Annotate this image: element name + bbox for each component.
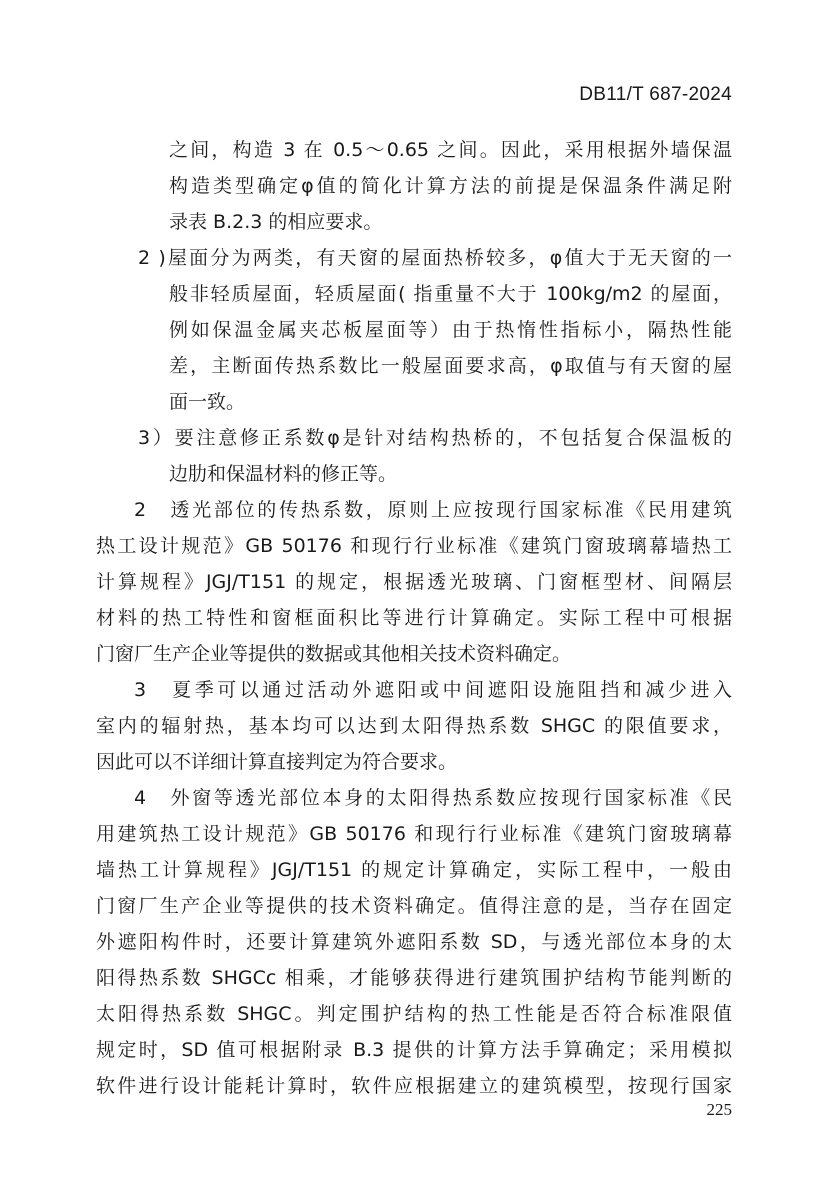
text-line: 室内的辐射热，基本均可以达到太阳得热系数 SHGC 的限值要求， [96, 715, 732, 737]
text-line: 热工设计规范》GB 50176 和现行行业标准《建筑门窗玻璃幕墙热工 [96, 535, 732, 557]
text-line: 之间，构造 3 在 0.5～0.65 之间。因此，采用根据外墙保温 [169, 139, 732, 161]
text-line: 因此可以不详细计算直接判定为符合要求。 [96, 751, 458, 773]
text-line: 阳得热系数 SHGCc 相乘，才能够获得进行建筑围护结构节能判断的 [96, 967, 732, 989]
text-line: 用建筑热工设计规范》GB 50176 和现行行业标准《建筑门窗玻璃幕 [96, 823, 732, 845]
text-line: 边肋和保温材料的修正等。 [169, 463, 398, 485]
text-line: 软件进行设计能耗计算时，软件应根据建立的建筑模型，按现行国家 [96, 1075, 732, 1097]
text-line: 2 透光部位的传热系数，原则上应按现行国家标准《民用建筑 [134, 499, 732, 521]
text-line: 规定时，SD 值可根据附录 B.3 提供的计算方法手算确定；采用模拟 [96, 1039, 732, 1061]
text-line: 外遮阳构件时，还要计算建筑外遮阳系数 SD，与透光部位本身的太 [96, 931, 732, 953]
page-number: 225 [706, 1100, 732, 1119]
text-line: 录表 B.2.3 的相应要求。 [169, 211, 383, 233]
text-line: 墙热工计算规程》JGJ/T151 的规定计算确定，实际工程中，一般由 [96, 859, 732, 881]
text-line: 太阳得热系数 SHGC。判定围护结构的热工性能是否符合标准限值 [96, 1003, 732, 1025]
text-line: 3）要注意修正系数φ是针对结构热桥的，不包括复合保温板的 [138, 427, 732, 449]
text-line: 面一致。 [169, 391, 246, 413]
text-line: 例如保温金属夹芯板屋面等）由于热惰性指标小，隔热性能 [169, 319, 732, 341]
body-text [96, 132, 732, 1104]
text-line: 构造类型确定φ值的简化计算方法的前提是保温条件满足附 [169, 175, 732, 197]
text-line: 门窗厂生产企业等提供的技术资料确定。值得注意的是，当存在固定 [96, 895, 732, 917]
text-line: 计算规程》JGJ/T151 的规定，根据透光玻璃、门窗框型材、间隔层 [96, 571, 732, 593]
text-line: 门窗厂生产企业等提供的数据或其他相关技术资料确定。 [96, 643, 572, 665]
text-line: 材料的热工特性和窗框面积比等进行计算确定。实际工程中可根据 [96, 607, 732, 629]
text-line: 差，主断面传热系数比一般屋面要求高，φ取值与有天窗的屋 [169, 355, 732, 377]
text-line: 4 外窗等透光部位本身的太阳得热系数应按现行国家标准《民 [134, 787, 732, 809]
text-line: 3 夏季可以通过活动外遮阳或中间遮阳设施阻挡和减少进入 [134, 679, 732, 701]
text-line: 般非轻质屋面，轻质屋面( 指重量不大于 100kg/m2 的屋面， [169, 283, 732, 305]
text-line: 2 )屋面分为两类，有天窗的屋面热桥较多，φ值大于无天窗的一 [138, 247, 732, 269]
document-code: DB11/T 687-2024 [579, 84, 732, 105]
